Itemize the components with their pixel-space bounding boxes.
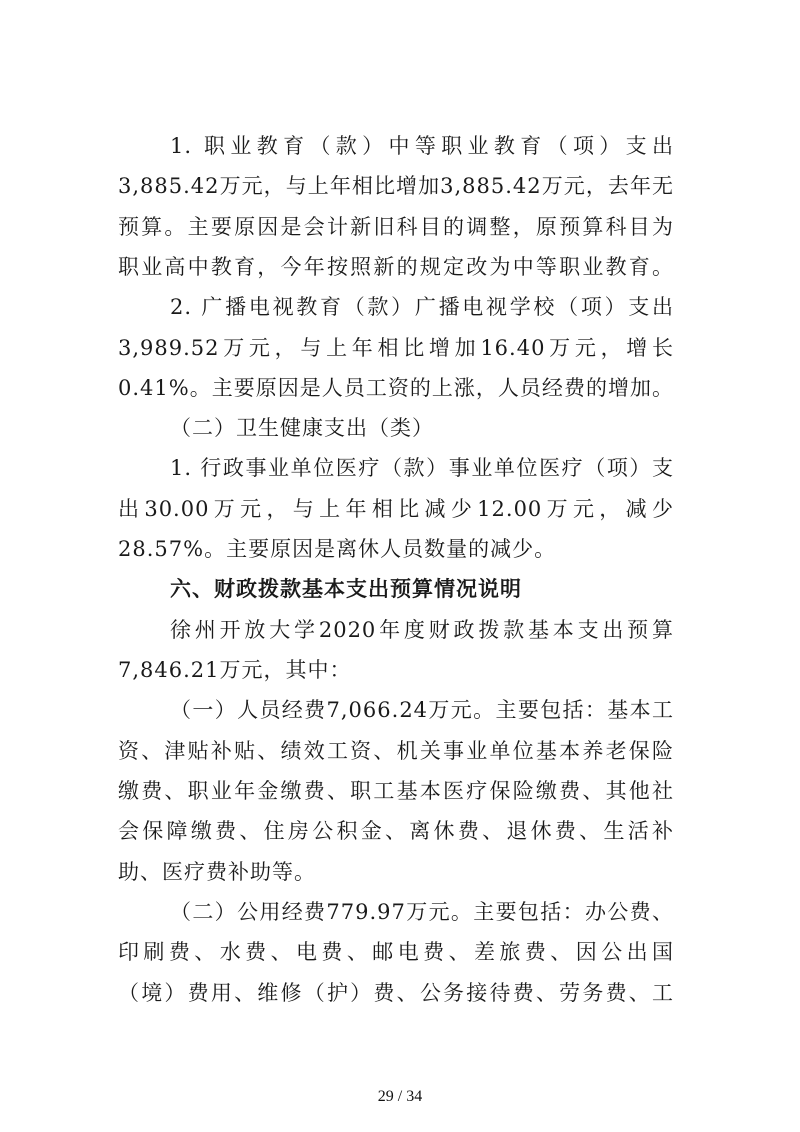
paragraph-line: （二）卫生健康支出（类） bbox=[170, 416, 434, 440]
paragraph-line: 28.57%。主要原因是离休人员数量的减少。 bbox=[118, 537, 557, 561]
paragraph-line: 资、津贴补贴、绩效工资、机关事业单位基本养老保险 bbox=[118, 739, 674, 763]
paragraph-line: （二）公用经费779.97万元。主要包括：办公费、 bbox=[170, 900, 674, 924]
paragraph-line: 7,846.21万元，其中： bbox=[118, 658, 352, 682]
paragraph-line: 预算。主要原因是会计新旧科目的调整，原预算科目为 bbox=[118, 215, 674, 239]
paragraph-line: 2. 广播电视教育（款）广播电视学校（项）支出 bbox=[170, 295, 674, 319]
paragraph-line: 会保障缴费、住房公积金、离休费、退休费、生活补 bbox=[118, 819, 674, 843]
paragraph-line: （一）人员经费7,066.24万元。主要包括：基本工 bbox=[170, 698, 674, 722]
paragraph-line: （境）费用、维修（护）费、公务接待费、劳务费、工 bbox=[118, 981, 674, 1005]
paragraph-line: 印刷费、水费、电费、邮电费、差旅费、因公出国 bbox=[118, 940, 674, 964]
paragraph-line: 出30.00万元，与上年相比减少12.00万元，减少 bbox=[118, 497, 674, 521]
section-heading: 六、财政拨款基本支出预算情况说明 bbox=[170, 577, 522, 601]
paragraph-line: 1. 职业教育（款）中等职业教育（项）支出 bbox=[170, 134, 674, 158]
page-number: 29 / 34 bbox=[377, 1088, 423, 1105]
paragraph-line: 助、医疗费补助等。 bbox=[118, 860, 316, 884]
paragraph-line: 职业高中教育，今年按照新的规定改为中等职业教育。 bbox=[118, 255, 674, 279]
paragraph-line: 3,989.52万元，与上年相比增加16.40万元，增长 bbox=[118, 336, 674, 360]
paragraph-line: 3,885.42万元，与上年相比增加3,885.42万元，去年无 bbox=[118, 174, 674, 198]
paragraph-line: 徐州开放大学2020年度财政拨款基本支出预算 bbox=[170, 618, 674, 642]
paragraph-line: 0.41%。主要原因是人员工资的上涨，人员经费的增加。 bbox=[118, 376, 674, 400]
paragraph-line: 缴费、职业年金缴费、职工基本医疗保险缴费、其他社 bbox=[118, 779, 674, 803]
paragraph-line: 1. 行政事业单位医疗（款）事业单位医疗（项）支 bbox=[170, 456, 674, 480]
